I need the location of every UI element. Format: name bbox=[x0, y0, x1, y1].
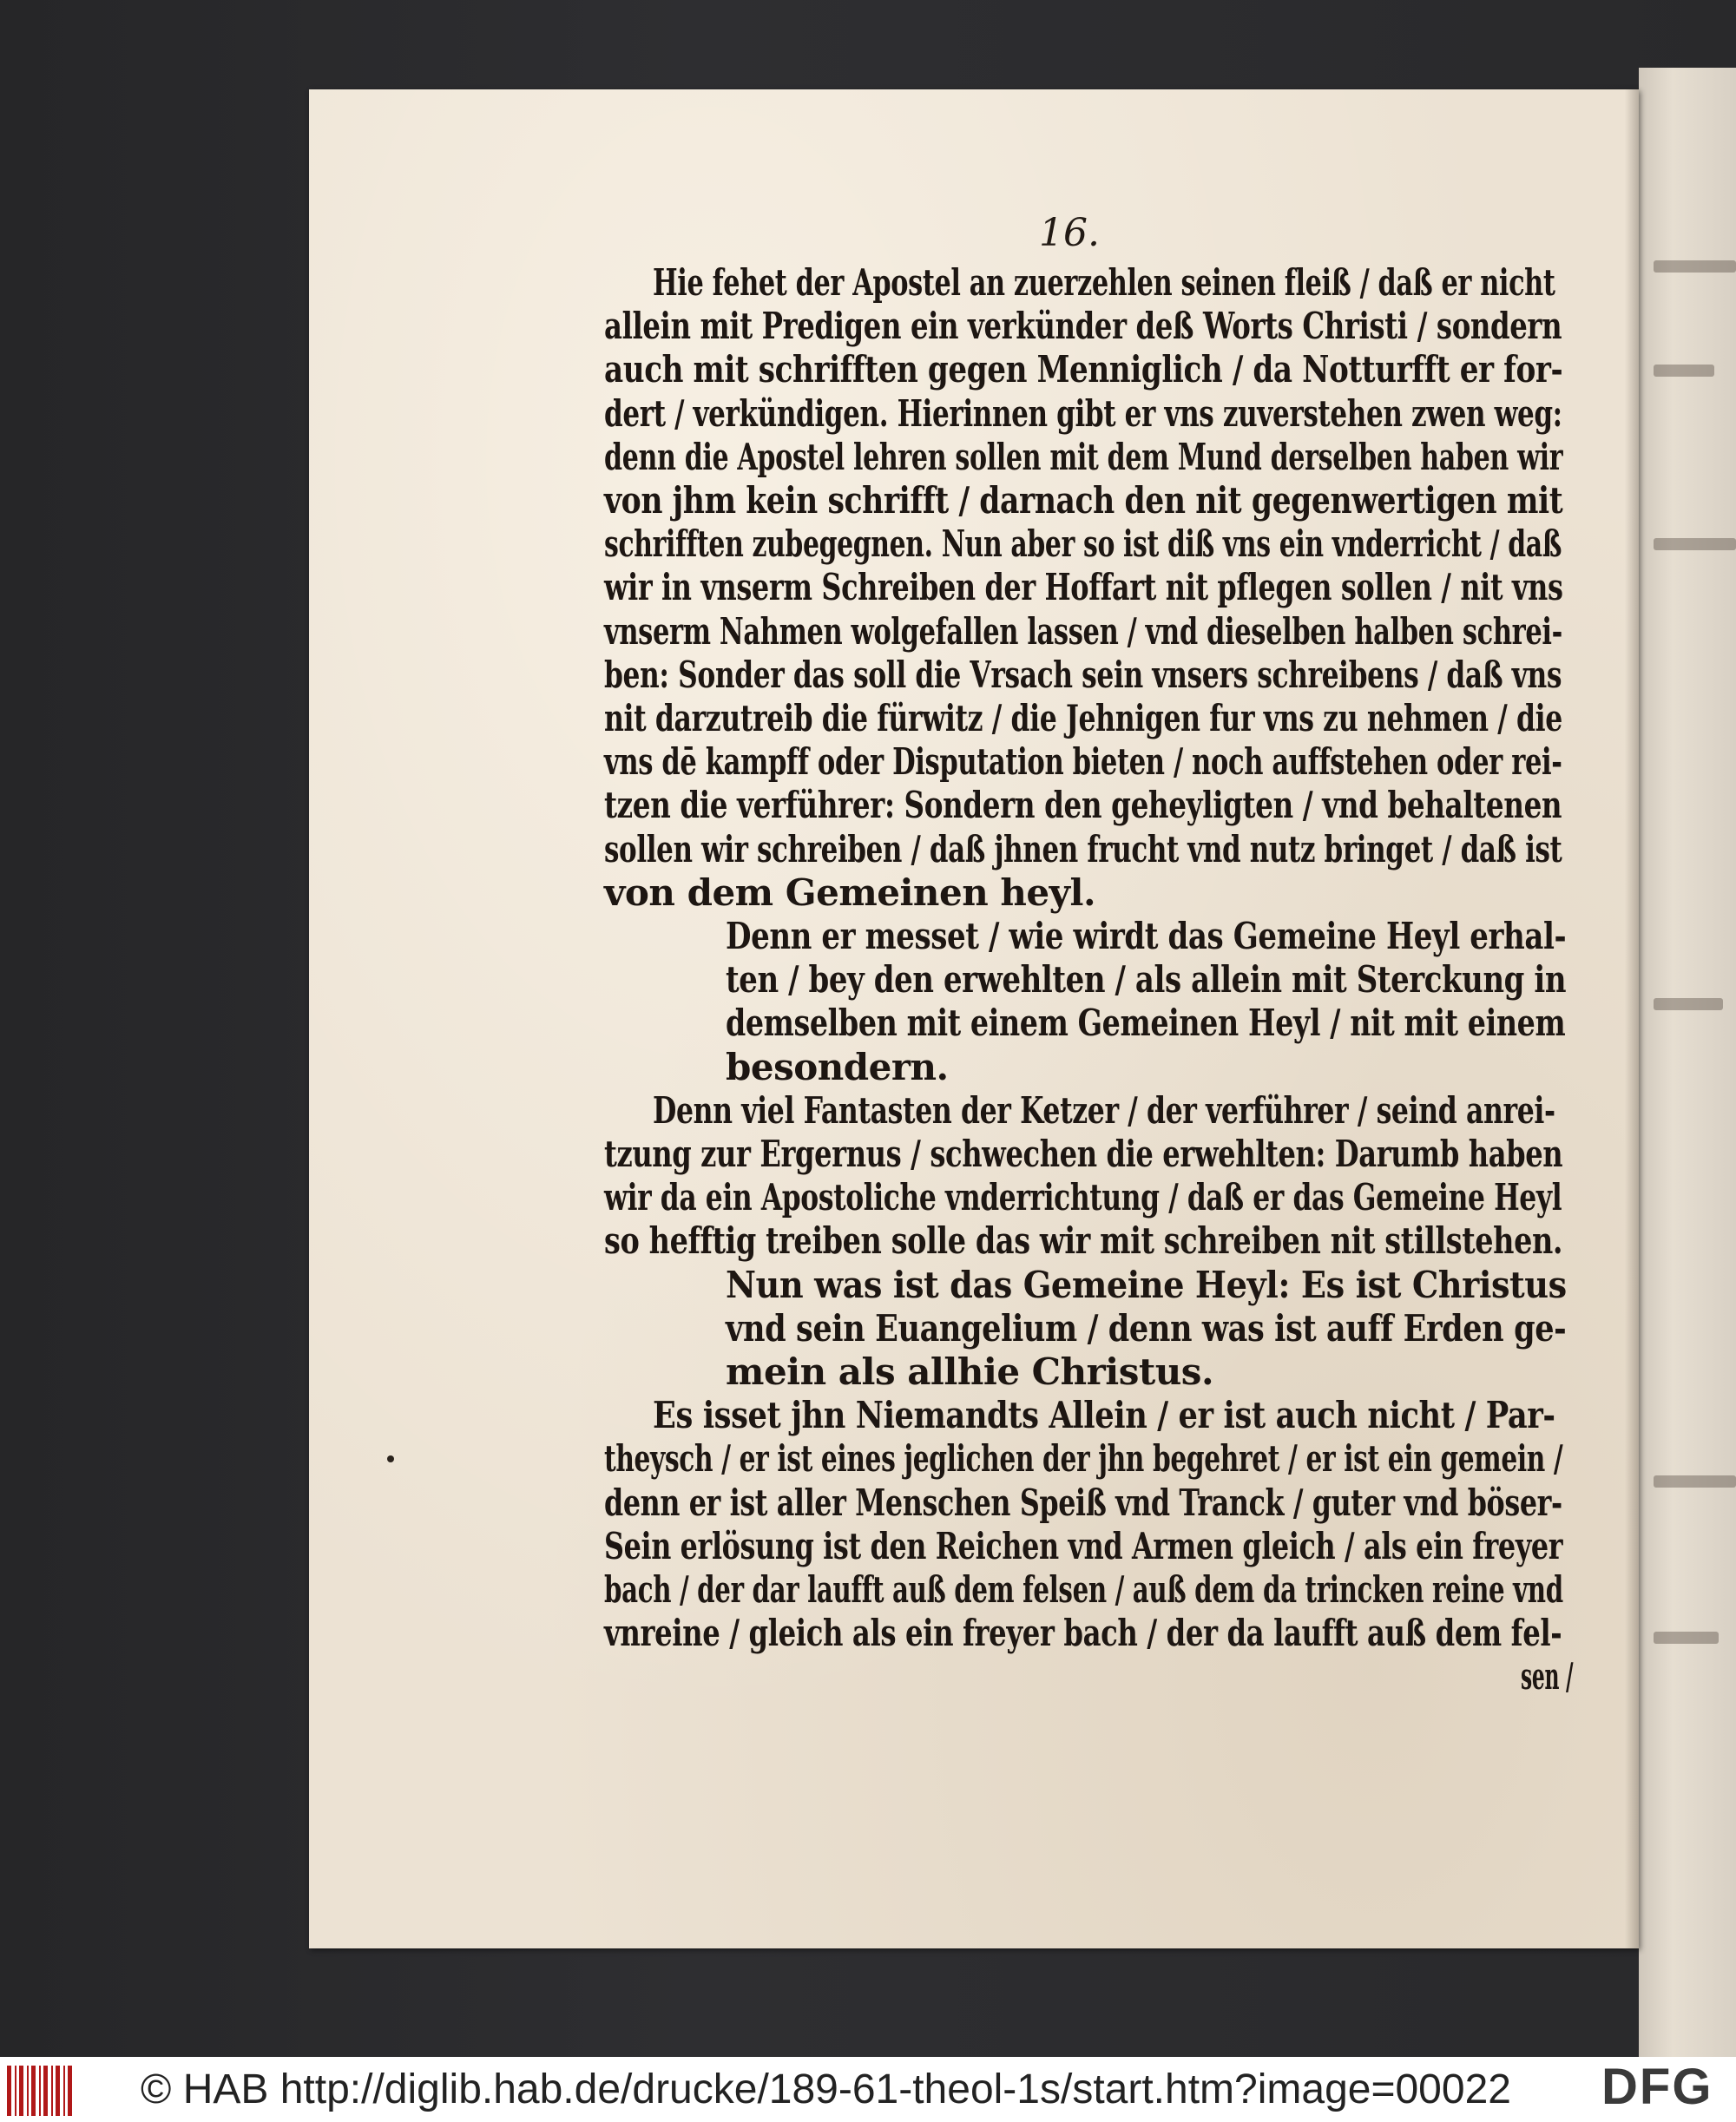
text-line: denn er ist aller Menschen Speiß vnd Tranck / guter vnd böser- bbox=[604, 1481, 1562, 1524]
text-line: wir da ein Apostoliche vnderrichtung / daß er das Gemeine Heyl bbox=[604, 1176, 1562, 1219]
text-line: von jhm kein schrifft / darnach den nit gegenwertigen mit bbox=[604, 479, 1563, 522]
text-line: nit darzutreib die fürwitz / die Jehnigen fur vns zu nehmen / die bbox=[604, 697, 1562, 739]
text-line: vnreine / gleich als ein freyer bach / der da laufft auß dem fel- bbox=[604, 1612, 1562, 1654]
barcode-icon bbox=[7, 2066, 73, 2116]
copyright-link[interactable]: © HAB http://diglib.hab.de/drucke/189-61-theol-1s/start.htm?image=00022 bbox=[141, 2066, 1511, 2112]
margin-mark bbox=[387, 1455, 394, 1462]
text-line: so hefftig treiben solle das wir mit schreiben nit stillstehen. bbox=[604, 1219, 1563, 1262]
bleed-through-mark bbox=[1654, 538, 1736, 550]
text-line: vns dē kampff oder Disputation bieten / noch auffstehen oder rei- bbox=[604, 740, 1562, 783]
text-line: vnserm Nahmen wolgefallen lassen / vnd dieselben halben schrei- bbox=[604, 610, 1562, 653]
text-line: sollen wir schreiben / daß jhnen frucht vnd nutz bringet / daß ist bbox=[604, 828, 1562, 870]
bleed-through-mark bbox=[1654, 260, 1736, 273]
text-line: ben: Sonder das soll die Vrsach sein vnsers schreibens / daß vns bbox=[604, 654, 1562, 696]
text-line: sen / bbox=[1521, 1655, 1574, 1698]
page-gutter-shadow bbox=[1625, 89, 1639, 1948]
text-line: Hie fehet der Apostel an zuerzehlen seinen fleiß / daß er nicht bbox=[653, 261, 1555, 304]
bleed-through-mark bbox=[1654, 998, 1723, 1010]
text-line: von dem Gemeinen heyl. bbox=[604, 871, 1096, 914]
text-line: tzung zur Ergernus / schwechen die erwehlten: Darumb haben bbox=[604, 1133, 1563, 1175]
text-line: Sein erlösung ist den Reichen vnd Armen gleich / als ein freyer bbox=[604, 1525, 1563, 1567]
text-line: tzen die verführer: Sondern den geheyligten / vnd behaltenen bbox=[604, 784, 1562, 826]
text-line: bach / der dar laufft auß dem felsen / auß dem da trincken reine vnd bbox=[604, 1568, 1563, 1611]
bleed-through-mark bbox=[1654, 1475, 1736, 1488]
text-line: Es isset jhn Niemandts Allein / er ist auch nicht / Par- bbox=[653, 1394, 1555, 1436]
bleed-through-mark bbox=[1654, 365, 1714, 377]
text-line: theysch / er ist eines jeglichen der jhn begehret / er ist ein gemein / bbox=[604, 1437, 1563, 1480]
text-line: wir in vnserm Schreiben der Hoffart nit pflegen sollen / nit vns bbox=[604, 566, 1563, 608]
text-line: denn die Apostel lehren sollen mit dem Mund derselben haben wir bbox=[604, 436, 1563, 478]
text-line: vnd sein Euangelium / denn was ist auff Erden ge- bbox=[726, 1307, 1567, 1350]
text-line: demselben mit einem Gemeinen Heyl / nit mit einem bbox=[726, 1002, 1566, 1044]
text-line: allein mit Predigen ein verkünder deß Worts Christi / sondern bbox=[604, 305, 1562, 347]
bleed-through-mark bbox=[1654, 1632, 1719, 1644]
text-line: Denn viel Fantasten der Ketzer / der verführer / seind anrei- bbox=[653, 1089, 1555, 1132]
dfg-logo: DFG bbox=[1601, 2059, 1713, 2115]
page-number: 16. bbox=[1039, 211, 1100, 255]
text-line: mein als allhie Christus. bbox=[726, 1350, 1214, 1393]
text-line: besondern. bbox=[726, 1046, 949, 1088]
text-line: schrifften zubegegnen. Nun aber so ist diß vns ein vnderricht / daß bbox=[604, 522, 1562, 565]
text-line: auch mit schrifften gegen Menniglich / da Notturfft er for- bbox=[604, 348, 1563, 391]
text-line: ten / bey den erwehlten / als allein mit Sterckung in bbox=[726, 958, 1567, 1001]
text-line: dert / verkündigen. Hierinnen gibt er vns zuverstehen zwen weg: bbox=[604, 392, 1562, 435]
text-line: Nun was ist das Gemeine Heyl: Es ist Christus bbox=[726, 1264, 1567, 1306]
text-line: Denn er messet / wie wirdt das Gemeine Heyl erhal- bbox=[726, 915, 1567, 957]
